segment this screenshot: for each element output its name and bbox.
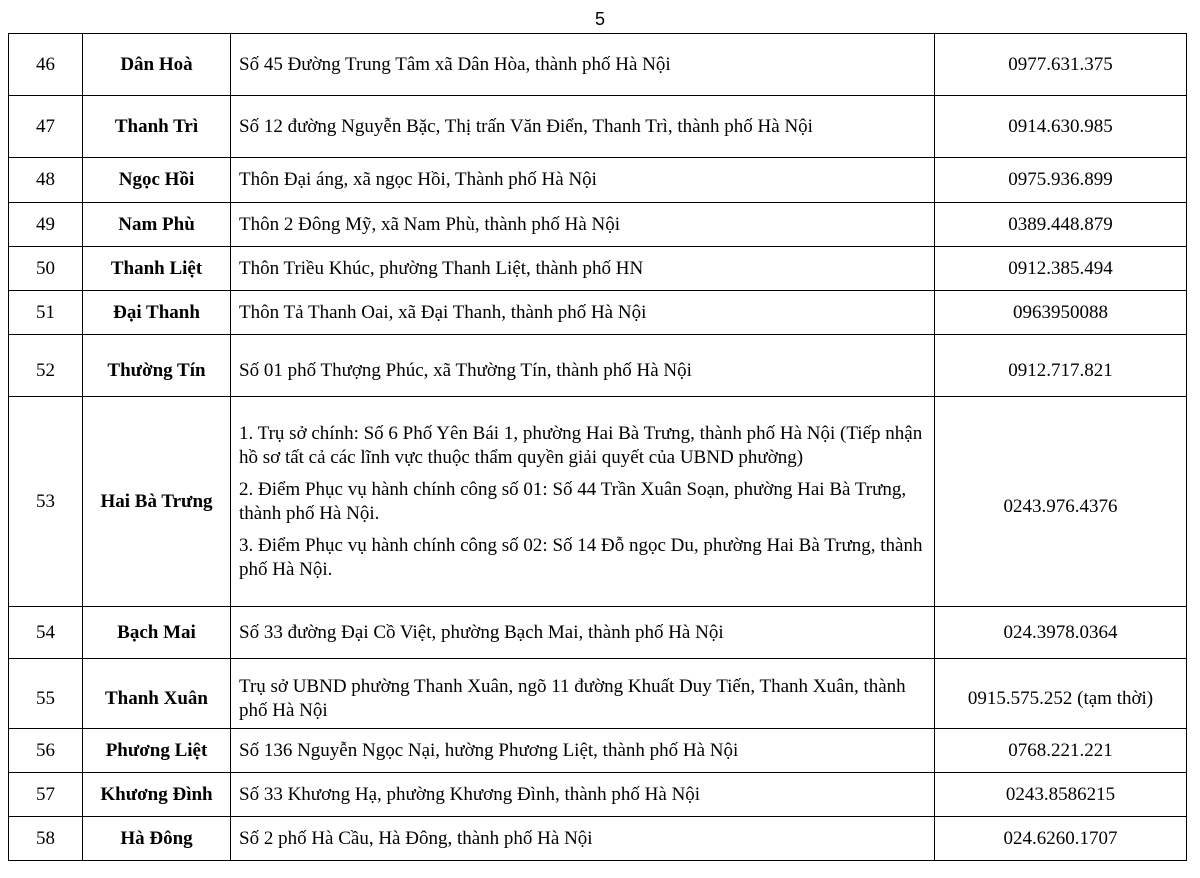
ward-name: Đại Thanh bbox=[83, 291, 231, 335]
ward-phone: 0975.936.899 bbox=[935, 158, 1187, 203]
ward-name: Thanh Trì bbox=[83, 96, 231, 158]
ward-address: Thôn Đại áng, xã ngọc Hồi, Thành phố Hà Nội bbox=[231, 158, 935, 203]
table-row bbox=[9, 335, 1187, 397]
row-number: 58 bbox=[9, 817, 83, 861]
ward-phone: 0389.448.879 bbox=[935, 203, 1187, 247]
table-row bbox=[9, 96, 1187, 158]
ward-address: Số 136 Nguyễn Ngọc Nại, hường Phương Liệt, thành phố Hà Nội bbox=[231, 729, 935, 773]
office-table bbox=[8, 33, 1187, 861]
ward-name: Thanh Xuân bbox=[83, 659, 231, 729]
row-number: 56 bbox=[9, 729, 83, 773]
ward-phone: 0915.575.252 (tạm thời) bbox=[935, 659, 1187, 729]
row-number: 52 bbox=[9, 335, 83, 397]
ward-address: Số 33 đường Đại Cồ Việt, phường Bạch Mai, thành phố Hà Nội bbox=[231, 607, 935, 659]
ward-address: Số 2 phố Hà Cầu, Hà Đông, thành phố Hà Nội bbox=[231, 817, 935, 861]
ward-name: Dân Hoà bbox=[83, 34, 231, 96]
ward-phone: 0243.8586215 bbox=[935, 773, 1187, 817]
address-part: 1. Trụ sở chính: Số 6 Phố Yên Bái 1, phường Hai Bà Trưng, thành phố Hà Nội (Tiếp nhận hồ sơ tất cả các lĩnh vực thuộc thẩm quyền giải quyết của UBND phường) bbox=[239, 422, 923, 468]
ward-phone: 0977.631.375 bbox=[935, 34, 1187, 96]
page-number: 5 bbox=[594, 9, 605, 29]
ward-name: Bạch Mai bbox=[83, 607, 231, 659]
table-row bbox=[9, 247, 1187, 291]
ward-address: Số 12 đường Nguyễn Bặc, Thị trấn Văn Điển, Thanh Trì, thành phố Hà Nội bbox=[231, 96, 935, 158]
row-number: 51 bbox=[9, 291, 83, 335]
ward-address: Thôn Triều Khúc, phường Thanh Liệt, thành phố HN bbox=[231, 247, 935, 291]
ward-name: Nam Phù bbox=[83, 203, 231, 247]
table-row bbox=[9, 397, 1187, 607]
row-number: 49 bbox=[9, 203, 83, 247]
ward-phone: 0243.976.4376 bbox=[935, 397, 1187, 607]
table-row bbox=[9, 817, 1187, 861]
ward-phone: 024.6260.1707 bbox=[935, 817, 1187, 861]
ward-name: Khương Đình bbox=[83, 773, 231, 817]
ward-phone: 0963950088 bbox=[935, 291, 1187, 335]
address-part: 3. Điểm Phục vụ hành chính công số 02: Số 14 Đỗ ngọc Du, phường Hai Bà Trưng, thành phố Hà Nội. bbox=[239, 534, 923, 580]
ward-address bbox=[231, 397, 935, 607]
table-row bbox=[9, 659, 1187, 729]
ward-name: Thường Tín bbox=[83, 335, 231, 397]
table-row bbox=[9, 729, 1187, 773]
table-row bbox=[9, 291, 1187, 335]
ward-phone: 0768.221.221 bbox=[935, 729, 1187, 773]
row-number: 47 bbox=[9, 96, 83, 158]
table-row bbox=[9, 34, 1187, 96]
ward-name: Hai Bà Trưng bbox=[83, 397, 231, 607]
ward-name: Hà Đông bbox=[83, 817, 231, 861]
table-row bbox=[9, 158, 1187, 203]
row-number: 46 bbox=[9, 34, 83, 96]
table-row bbox=[9, 203, 1187, 247]
ward-address: Số 45 Đường Trung Tâm xã Dân Hòa, thành phố Hà Nội bbox=[231, 34, 935, 96]
row-number: 55 bbox=[9, 659, 83, 729]
ward-address: Trụ sở UBND phường Thanh Xuân, ngõ 11 đường Khuất Duy Tiến, Thanh Xuân, thành phố Hà Nội bbox=[231, 659, 935, 729]
address-part: 2. Điểm Phục vụ hành chính công số 01: Số 44 Trần Xuân Soạn, phường Hai Bà Trưng, thành phố Hà Nội. bbox=[239, 478, 907, 524]
row-number: 54 bbox=[9, 607, 83, 659]
ward-phone: 0912.385.494 bbox=[935, 247, 1187, 291]
ward-address: Thôn 2 Đông Mỹ, xã Nam Phù, thành phố Hà Nội bbox=[231, 203, 935, 247]
ward-address: Thôn Tả Thanh Oai, xã Đại Thanh, thành phố Hà Nội bbox=[231, 291, 935, 335]
row-number: 53 bbox=[9, 397, 83, 607]
row-number: 50 bbox=[9, 247, 83, 291]
row-number: 57 bbox=[9, 773, 83, 817]
ward-name: Phương Liệt bbox=[83, 729, 231, 773]
table-row bbox=[9, 773, 1187, 817]
ward-address: Số 33 Khương Hạ, phường Khương Đình, thành phố Hà Nội bbox=[231, 773, 935, 817]
ward-phone: 0914.630.985 bbox=[935, 96, 1187, 158]
ward-name: Ngọc Hồi bbox=[83, 158, 231, 203]
ward-phone: 0912.717.821 bbox=[935, 335, 1187, 397]
ward-phone: 024.3978.0364 bbox=[935, 607, 1187, 659]
ward-address: Số 01 phố Thượng Phúc, xã Thường Tín, thành phố Hà Nội bbox=[231, 335, 935, 397]
ward-name: Thanh Liệt bbox=[83, 247, 231, 291]
row-number: 48 bbox=[9, 158, 83, 203]
table-row bbox=[9, 607, 1187, 659]
